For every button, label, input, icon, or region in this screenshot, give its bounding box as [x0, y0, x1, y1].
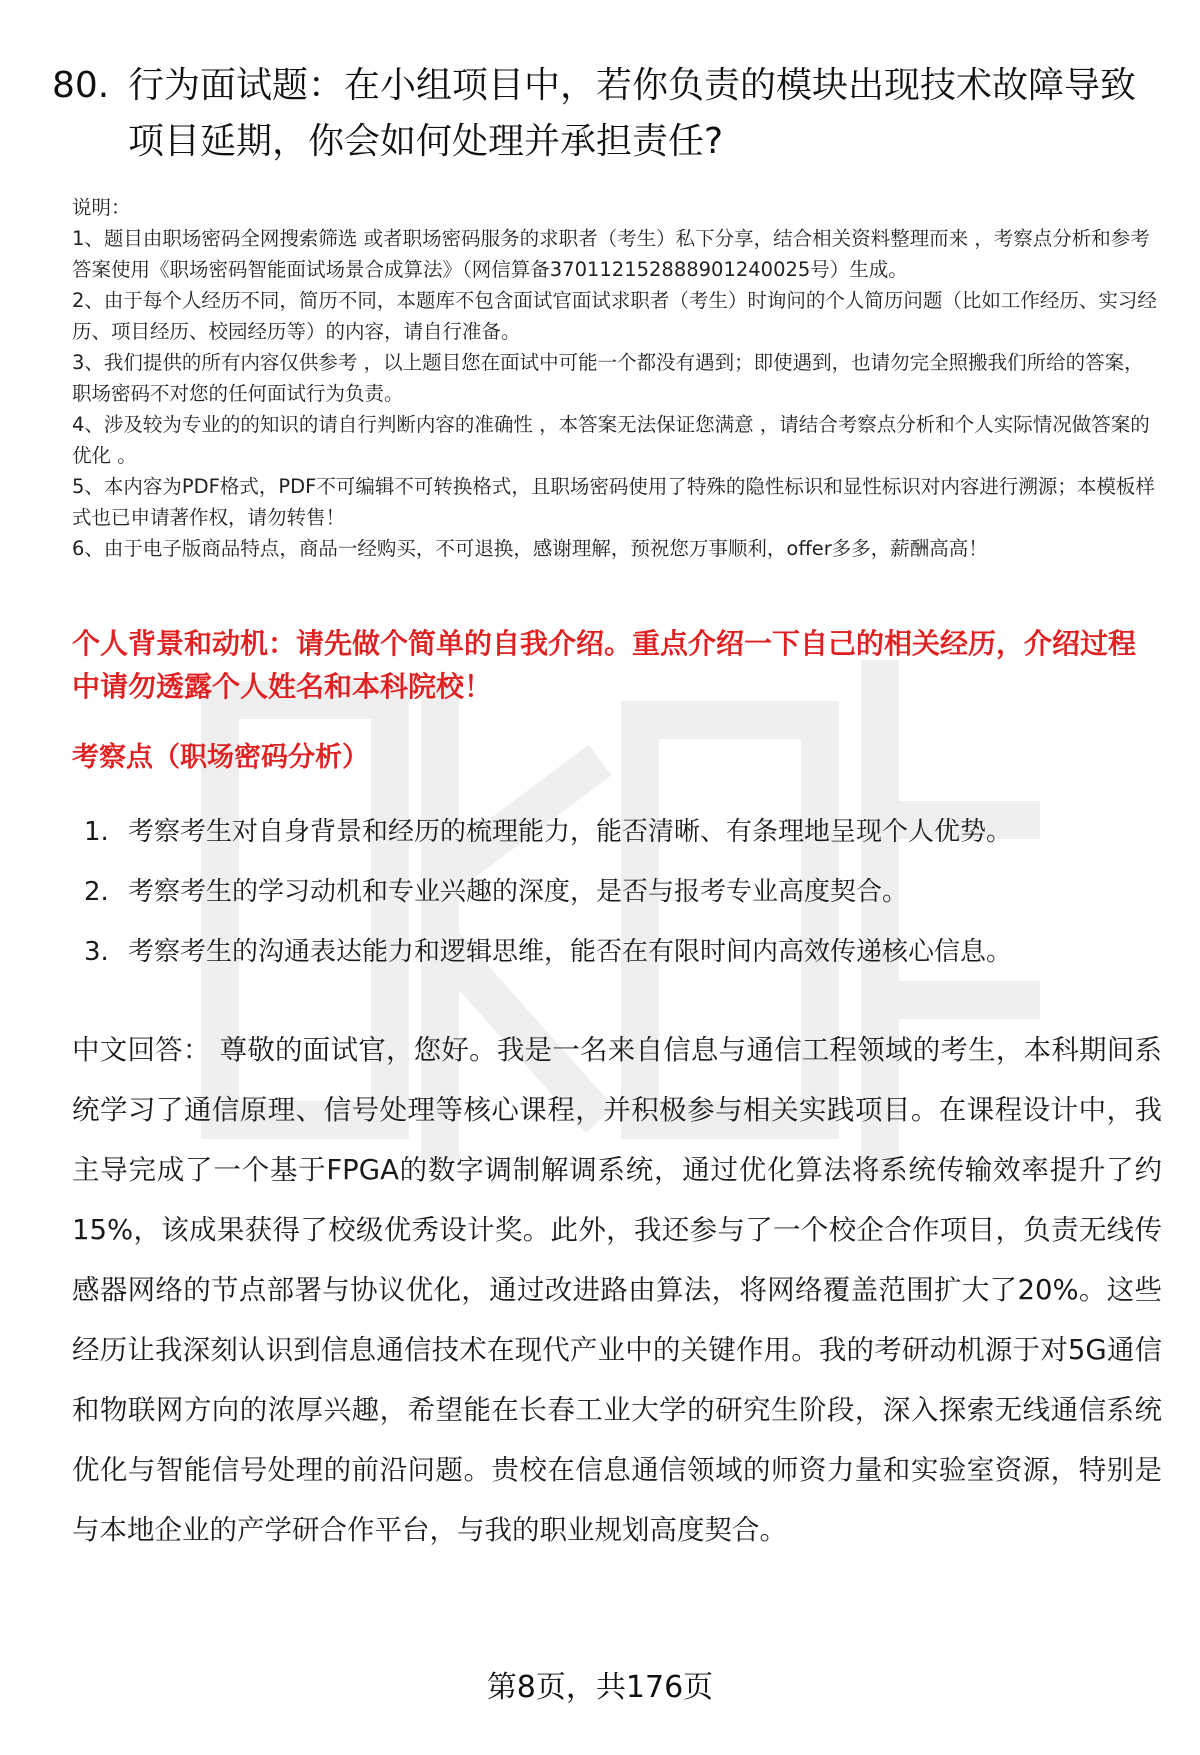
- answer-text: 尊敬的面试官，您好。我是一名来自信息与通信工程领域的考生，本科期间系统学习了通信原理、信号处理等核心课程，并积极参与相关实践项目。在课程设计中，我主导完成了一个基于FPGA的数字调制解调系统，通过优化算法将系统传输效率提升了约15%，该成果获得了校级优秀设计奖。此外，我还参与了一个校企合作项目，负责无线传感器网络的节点部署与协议优化，通过改进路由算法，将网络覆盖范围扩大了20%。这些经历让我深刻认识到信息通信技术在现代产业中的关键作用。我的考研动机源于对5G通信和物联网方向的浓厚兴趣，希望能在长春工业大学的研究生阶段，深入探索无线通信系统优化与智能信号处理的前沿问题。贵校在信息通信领域的师资力量和实验室资源，特别是与本地企业的产学研合作平台，与我的职业规划高度契合。: [72, 1034, 1162, 1546]
- analysis-point: [84, 872, 1164, 912]
- note-item: 6、由于电子版商品特点，商品一经购买，不可退换，感谢理解，预祝您万事顺利，offer多多，薪酬高高！: [72, 537, 988, 560]
- question-text: 行为面试题：在小组项目中，若你负责的模块出现技术故障导致项目延期，你会如何处理并承担责任?: [128, 65, 1137, 162]
- question-number: 80.: [52, 65, 110, 106]
- analysis-points: [84, 812, 1164, 992]
- notes-heading: 说明：: [72, 196, 131, 219]
- point-text: 考察考生的沟通表达能力和逻辑思维，能否在有限时间内高效传递核心信息。: [128, 937, 1013, 967]
- notes-section: [72, 192, 1162, 564]
- point-text: 考察考生对自身背景和经历的梳理能力，能否清晰、有条理地呈现个人优势。: [128, 817, 1013, 847]
- question-title: [52, 58, 1152, 170]
- answer-paragraph: [72, 1020, 1162, 1560]
- note-item: 3、我们提供的所有内容仅供参考 ，以上题目您在面试中可能一个都没有遇到；即使遇到，也请勿完全照搬我们所给的答案，职场密码不对您的任何面试行为负责。: [72, 351, 1144, 405]
- point-number: 3.: [84, 937, 109, 967]
- analysis-point: [84, 932, 1164, 972]
- page-footer: 第8页，共176页: [486, 1670, 714, 1705]
- point-number: 2.: [84, 877, 109, 907]
- note-item: 1、题目由职场密码全网搜索筛选 或者职场密码服务的求职者（考生）私下分享，结合相关资料整理而来 ，考察点分析和参考答案使用《职场密码智能面试场景合成算法》（网信算备370112152888901240025号）生成。: [72, 227, 1150, 281]
- note-item: 5、本内容为PDF格式，PDF不可编辑不可转换格式，且职场密码使用了特殊的隐性标识和显性标识对内容进行溯源；本模板样式也已申请著作权，请勿转售！: [72, 475, 1155, 529]
- highlight-prompt: 个人背景和动机：请先做个简单的自我介绍。重点介绍一下自己的相关经历，介绍过程中请勿透露个人姓名和本科院校！: [72, 627, 1137, 703]
- note-item: 2、由于每个人经历不同，简历不同，本题库不包含面试官面试求职者（考生）时询问的个人简历问题（比如工作经历、实习经历、项目经历、校园经历等）的内容，请自行准备。: [72, 289, 1157, 343]
- note-item: 4、涉及较为专业的的知识的请自行判断内容的准确性 ，本答案无法保证您满意 ，请结合考察点分析和个人实际情况做答案的优化 。: [72, 413, 1150, 467]
- analysis-point: [84, 812, 1164, 852]
- answer-label: 中文回答：: [72, 1034, 211, 1066]
- point-number: 1.: [84, 817, 109, 847]
- point-text: 考察考生的学习动机和专业兴趣的深度，是否与报考专业高度契合。: [128, 877, 909, 907]
- analysis-title: 考察点（职场密码分析）: [72, 742, 369, 773]
